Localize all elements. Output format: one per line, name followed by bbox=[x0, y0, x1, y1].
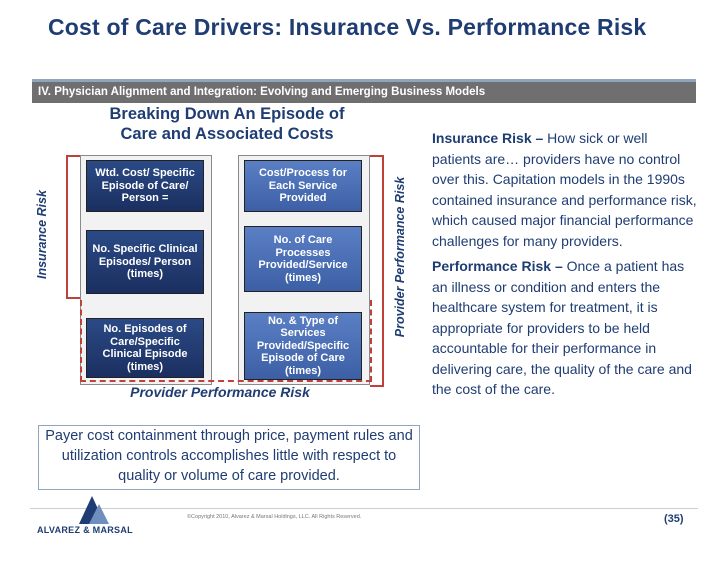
diagram-title-line-1: Breaking Down An Episode of bbox=[109, 105, 345, 123]
insurance-risk-paragraph bbox=[432, 128, 700, 251]
services-provided-box: No. & Type of Services Provided/Specific Episode of Care (times) bbox=[244, 312, 362, 380]
performance-risk-text: Once a patient has an illness or condition and enters the healthcare system for treatment, it is appropriate for providers to be held accountable for their performance in delivering care, the quality of the care and the cost of the care. bbox=[432, 258, 692, 397]
insurance-risk-bracket bbox=[66, 155, 80, 299]
performance-risk-paragraph bbox=[432, 256, 700, 400]
insurance-risk-label: Insurance Risk bbox=[35, 190, 49, 279]
payer-caption: Payer cost containment through price, payment rules and utilization controls accomplishes little with respect to quality or volume of care provided. bbox=[38, 425, 420, 490]
slide-title: Cost of Care Drivers: Insurance Vs. Performance Risk bbox=[48, 14, 647, 40]
episodes-of-care-box: No. Episodes of Care/Specific Clinical Episode (times) bbox=[86, 318, 204, 378]
diagram-title bbox=[82, 104, 372, 144]
performance-risk-bracket bbox=[370, 155, 384, 387]
section-subtitle: IV. Physician Alignment and Integration: Evolving and Emerging Business Models bbox=[38, 86, 486, 98]
copyright-notice: ©Copyright 2010, Alvarez & Marsal Holdings, LLC. All Rights Reserved. bbox=[187, 514, 362, 520]
weighted-cost-box: Wtd. Cost/ Specific Episode of Care/ Person = bbox=[86, 160, 204, 212]
care-processes-box: No. of Care Processes Provided/Service (times) bbox=[244, 226, 362, 292]
diagram-title-line-2: Care and Associated Costs bbox=[120, 125, 334, 143]
cost-per-process-box: Cost/Process for Each Service Provided bbox=[244, 160, 362, 212]
risk-explanations bbox=[432, 128, 700, 405]
logo-text: ALVAREZ & MARSAL bbox=[37, 525, 133, 535]
insurance-risk-heading: Insurance Risk – bbox=[432, 130, 544, 146]
alvarez-marsal-logo bbox=[37, 494, 147, 526]
page-number: (35) bbox=[664, 513, 684, 525]
clinical-episodes-box: No. Specific Clinical Episodes/ Person (times) bbox=[86, 230, 204, 294]
provider-performance-risk-bottom-label: Provider Performance Risk bbox=[130, 384, 310, 400]
section-bar bbox=[32, 79, 696, 103]
insurance-risk-text: How sick or well patients are… providers have no control over this. Capitation models in the 1990s contained insurance and performance risk, which caused major financial performance challenges for many providers. bbox=[432, 130, 697, 249]
provider-performance-risk-side-label: Provider Performance Risk bbox=[393, 176, 407, 338]
performance-risk-heading: Performance Risk – bbox=[432, 258, 563, 274]
